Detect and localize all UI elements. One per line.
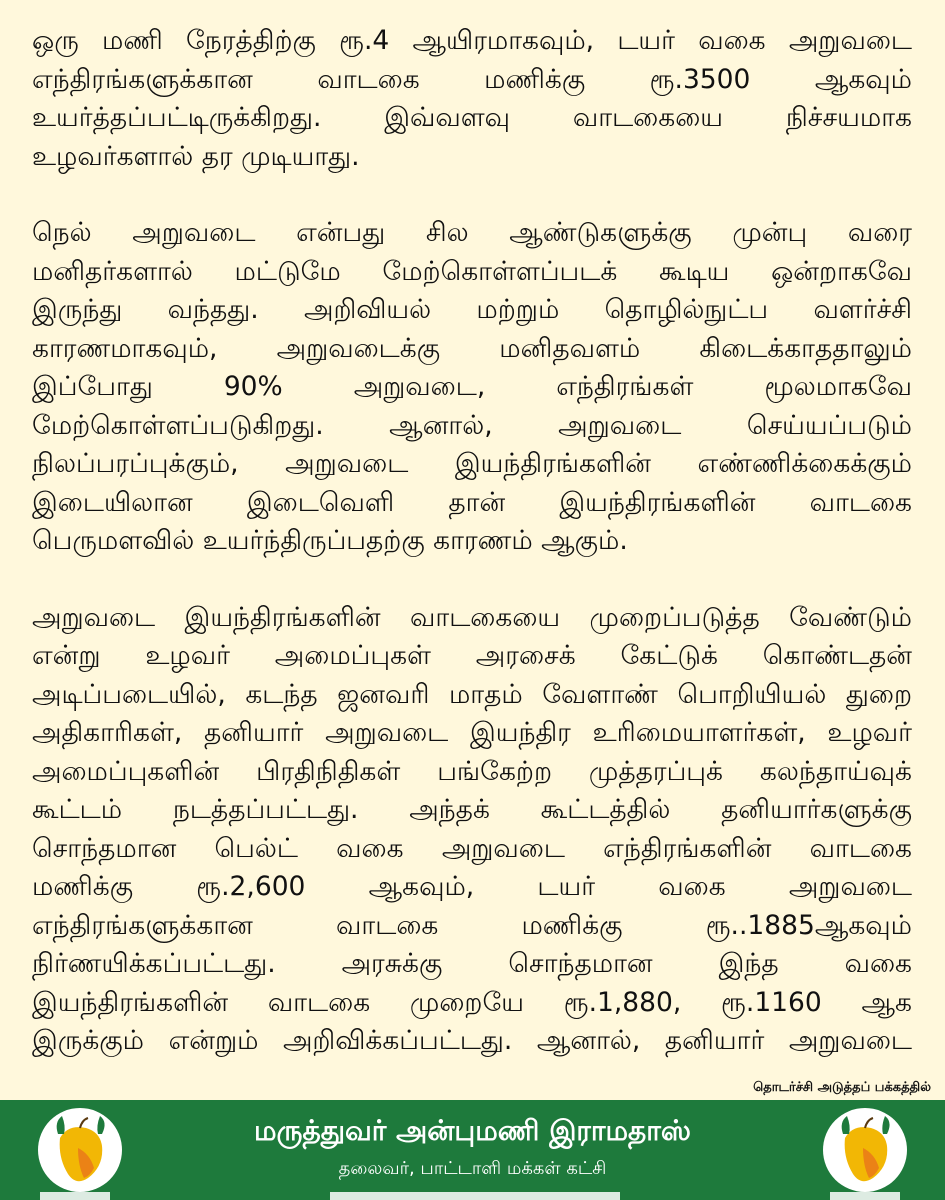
text-line: என்று உழவர் அமைப்புகள் அரசைக் கேட்டுக் கொண்டதன் [32, 640, 912, 671]
leader-name: மருத்துவர் அன்புமணி இராமதாஸ் [253, 1114, 691, 1147]
paragraph [32, 214, 912, 561]
text-line: அதிகாரிகள், தனியார் அறுவடை இயந்திர உரிமையாளர்கள், உழவர் [32, 717, 912, 748]
text-line: காரணமாகவும், அறுவடைக்கு மனிதவளம் கிடைக்காததாலும் [32, 332, 912, 364]
cropped-text-fragment [40, 1192, 110, 1200]
cropped-text-fragment [330, 1192, 620, 1200]
text-line: மணிக்கு ரூ.2,600 ஆகவும், டயர் வகை அறுவடை [32, 871, 912, 902]
text-line: உழவர்களால் தர முடியாது. [32, 140, 360, 172]
footer-banner [0, 1100, 945, 1200]
text-line: பெருமளவில் உயர்ந்திருப்பதற்கு காரணம் ஆகும். [32, 525, 628, 556]
mango-logo-icon [823, 1108, 907, 1192]
cropped-text-fragment [830, 1192, 900, 1200]
text-line: கூட்டம் நடத்தப்பட்டது. அந்தக் கூட்டத்தில் தனியார்களுக்கு [32, 794, 912, 825]
text-line: உயர்த்தப்பட்டிருக்கிறது. இவ்வளவு வாடகையை நிச்சயமாக [32, 102, 912, 133]
article-body [32, 22, 912, 1099]
leader-title: தலைவர், பாட்டாளி மக்கள் கட்சி [338, 1158, 607, 1179]
text-line: இடையிலான இடைவெளி தான் இயந்திரங்களின் வாடகை [32, 486, 912, 518]
text-line: மனிதர்களால் மட்டுமே மேற்கொள்ளப்படக் கூடிய ஒன்றாகவே [32, 255, 912, 287]
text-line: இருக்கும் என்றும் அறிவிக்கப்பட்டது. ஆனால், தனியார் அறுவடை [32, 1025, 912, 1056]
text-line: அமைப்புகளின் பிரதிநிதிகள் பங்கேற்ற முத்தரப்புக் கலந்தாய்வுக் [32, 755, 912, 787]
text-line: ஒரு மணி நேரத்திற்கு ரூ.4 ஆயிரமாகவும், டயர் வகை அறுவடை [32, 25, 912, 56]
continued-next-page-note: தொடர்ச்சி அடுத்தப் பக்கத்தில் [753, 1080, 931, 1095]
text-line: நிலப்பரப்புக்கும், அறுவடை இயந்திரங்களின் எண்ணிக்கைக்கும் [32, 448, 912, 479]
text-line: எந்திரங்களுக்கான வாடகை மணிக்கு ரூ.3500 ஆகவும் [32, 63, 912, 95]
text-line: எந்திரங்களுக்கான வாடகை மணிக்கு ரூ..1885ஆகவும் [32, 909, 912, 941]
paragraph [32, 599, 912, 1061]
text-line: அடிப்படையில், கடந்த ஜனவரி மாதம் வேளாண் பொறியியல் துறை [32, 678, 912, 710]
text-line: சொந்தமான பெல்ட் வகை அறுவடை எந்திரங்களின் வாடகை [32, 832, 912, 864]
text-line: நிர்ணயிக்கப்பட்டது. அரசுக்கு சொந்தமான இந்த வகை [32, 948, 912, 979]
text-line: அறுவடை இயந்திரங்களின் வாடகையை முறைப்படுத்த வேண்டும் [32, 601, 912, 633]
text-line: மேற்கொள்ளப்படுகிறது. ஆனால், அறுவடை செய்யப்படும் [32, 409, 912, 441]
text-line: இருந்து வந்தது. அறிவியல் மற்றும் தொழில்நுட்ப வளர்ச்சி [32, 294, 912, 325]
text-line: நெல் அறுவடை என்பது சில ஆண்டுகளுக்கு முன்பு வரை [32, 217, 912, 248]
paragraph [32, 22, 912, 176]
text-line: இயந்திரங்களின் வாடகை முறையே ரூ.1,880, ரூ.1160 ஆக [32, 986, 912, 1018]
text-line: இப்போது 90% அறுவடை, எந்திரங்கள் மூலமாகவே [32, 371, 912, 402]
